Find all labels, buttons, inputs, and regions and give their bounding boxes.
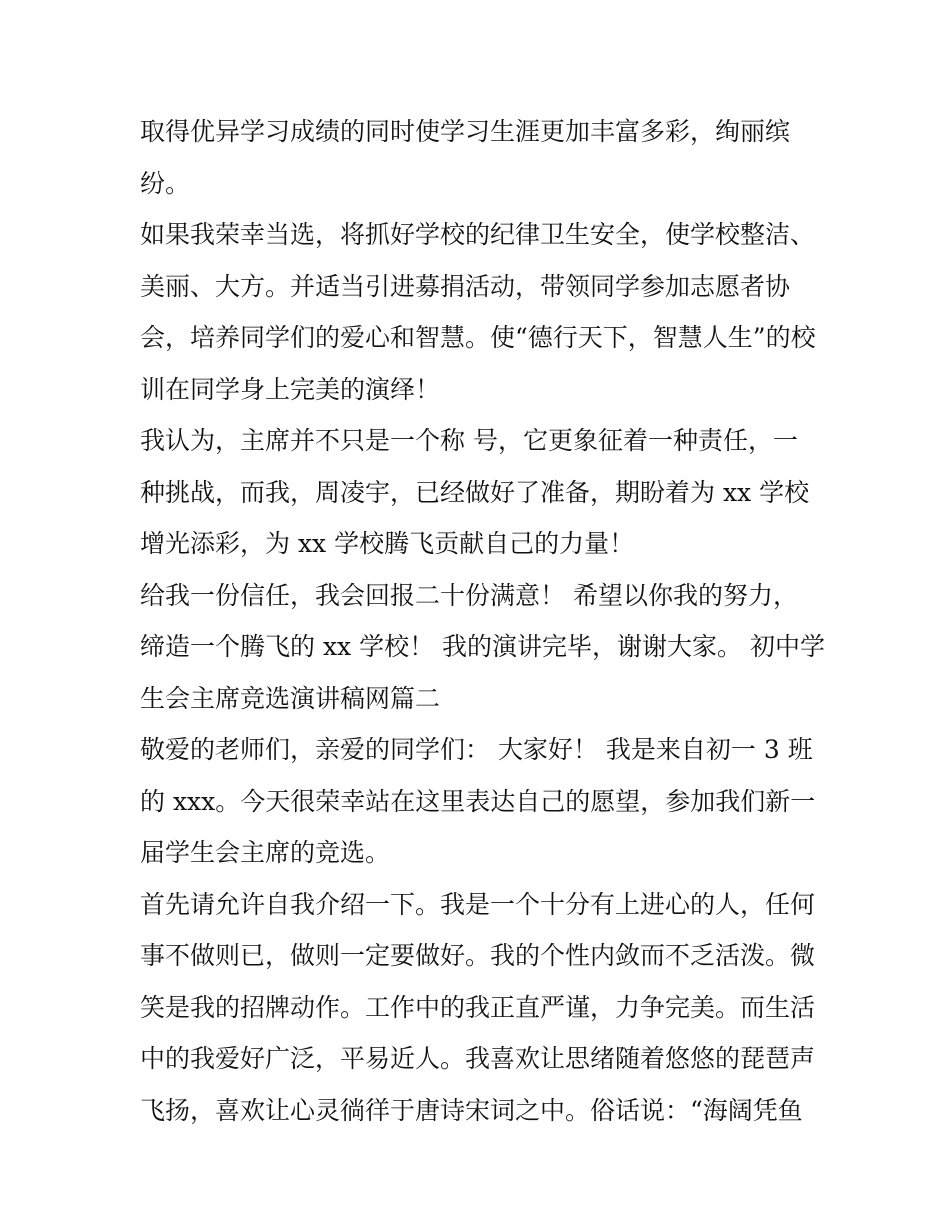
text-line: 如果我荣幸当选，将抓好学校的纪律卫生安全，使学校整洁、 xyxy=(140,220,816,249)
section-heading-line: 生会主席竞选演讲稿网篇二 xyxy=(140,683,441,713)
text-line: 训在同学身上完美的演绎！ xyxy=(140,374,441,404)
text-line: 种挑战，而我，周凌宇，已经做好了准备，期盼着为 xx 学校 xyxy=(140,477,810,507)
text-line: 敬爱的老师们，亲爱的同学们： 大家好！ 我是来自初一 3 班 xyxy=(140,735,813,764)
text-line: 缔造一个腾飞的 xx 学校！ 我的演讲完毕，谢谢大家。 初中学 xyxy=(140,632,825,661)
text-line: 中的我爱好广泛，平易近人。我喜欢让思绪随着悠悠的琵琶声 xyxy=(140,1044,816,1073)
text-line: 事不做则已，做则一定要做好。我的个性内敛而不乏活泼。微 xyxy=(140,941,816,970)
text-line: 首先请允许自我介绍一下。我是一个十分有上进心的人，任何 xyxy=(140,889,816,919)
text-line: 会，培养同学们的爱心和智慧。使“德行天下，智慧人生”的校 xyxy=(140,323,816,352)
text-line: 的 xxx。今天很荣幸站在这里表达自己的愿望，参加我们新一 xyxy=(140,786,816,816)
text-line: 我认为，主席并不只是一个称 号，它更象征着一种责任，一 xyxy=(140,426,798,455)
text-line: 届学生会主席的竞选。 xyxy=(140,838,391,867)
text-line: 笑是我的招牌动作。工作中的我正直严谨，力争完美。而生活 xyxy=(140,992,816,1022)
document-body xyxy=(140,106,825,1136)
text-line: 取得优异学习成绩的同时使学习生涯更加丰富多彩，绚丽缤 xyxy=(140,117,791,146)
text-line: 增光添彩，为 xx 学校腾飞贡献自己的力量！ xyxy=(140,529,635,558)
text-line: 飞扬，喜欢让心灵徜徉于唐诗宋词之中。俗话说：“海阔凭鱼 xyxy=(140,1095,803,1125)
text-line: 美丽、大方。并适当引进募捐活动，带领同学参加志愿者协 xyxy=(140,271,791,301)
text-line: 纷。 xyxy=(140,168,191,198)
text-line: 给我一份信任，我会回报二十份满意！ 希望以你我的努力， xyxy=(140,580,798,610)
